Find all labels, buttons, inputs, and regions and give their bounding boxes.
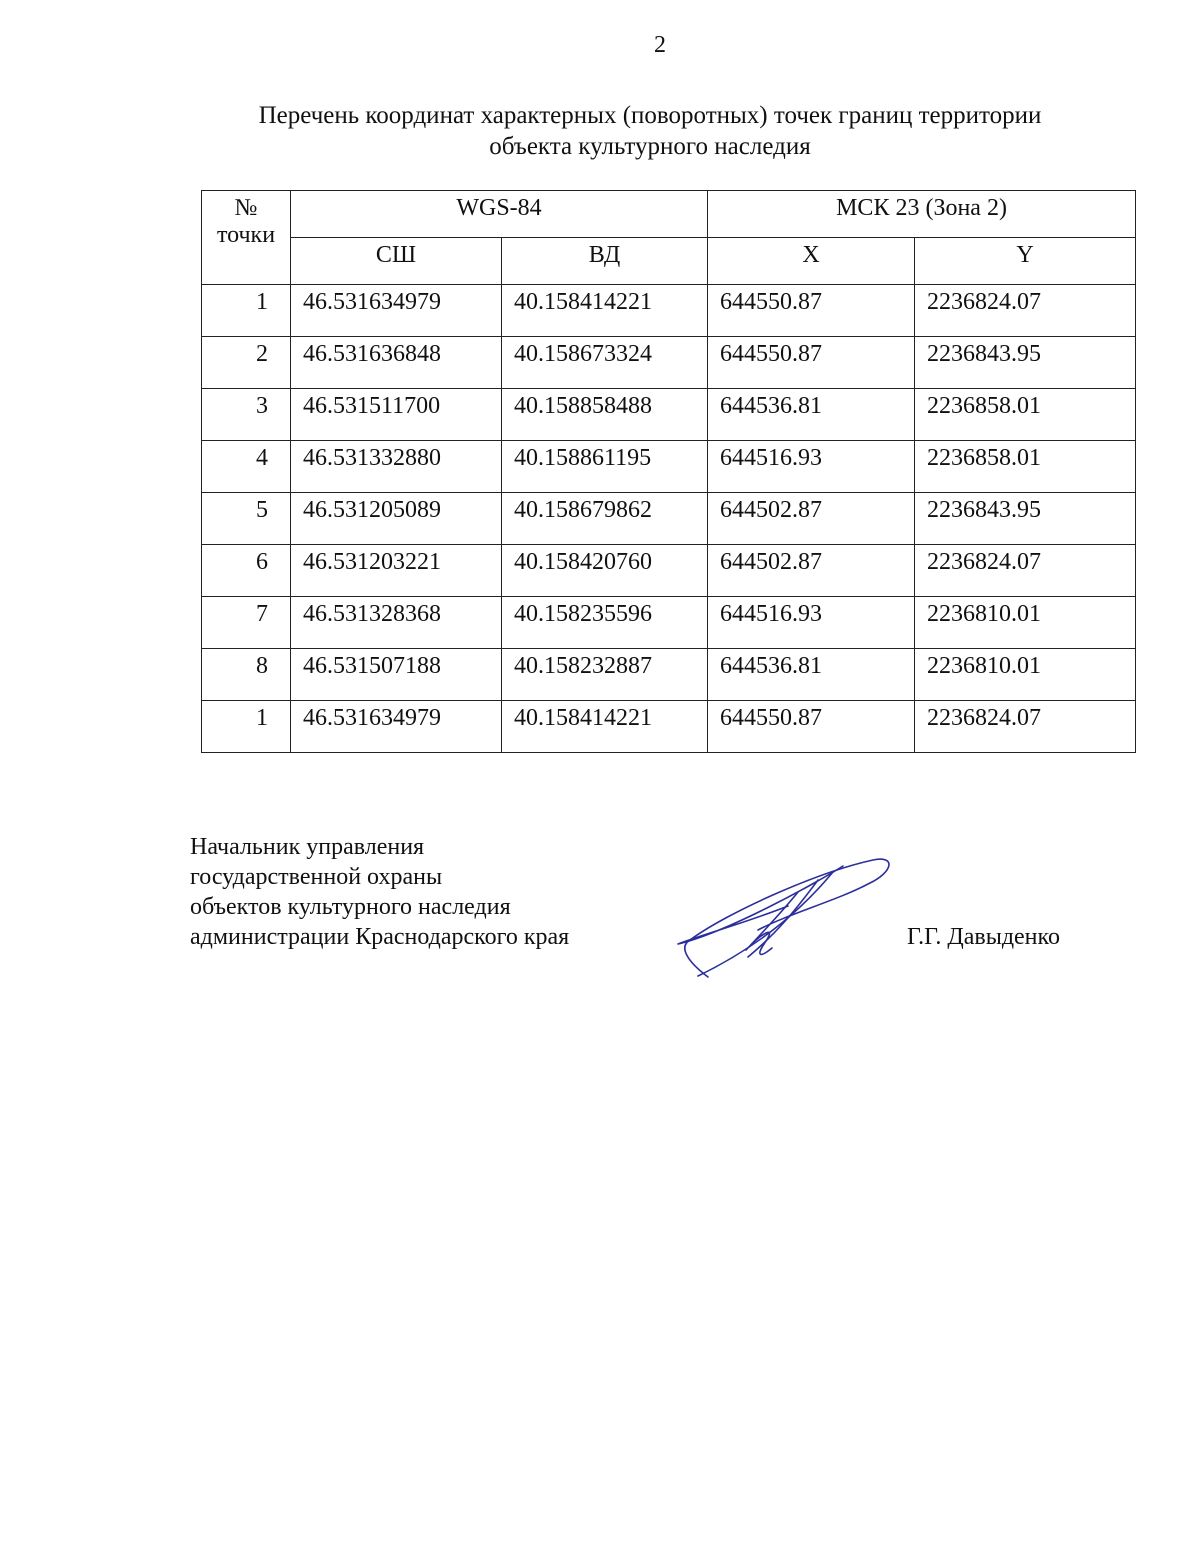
- latitude-cell: 46.531511700: [291, 389, 502, 441]
- header-row-columns: [202, 238, 1136, 285]
- table-row: [202, 649, 1136, 701]
- point-number-cell: 1: [202, 701, 291, 753]
- longitude-cell: 40.158235596: [502, 597, 708, 649]
- handwritten-signature: [668, 852, 898, 982]
- signatory-position-line-2: государственной охраны: [190, 864, 443, 890]
- table-row: [202, 545, 1136, 597]
- x-cell: 644536.81: [708, 389, 915, 441]
- document-title-line-1: Перечень координат характерных (поворотных) точек границ территории: [258, 102, 1042, 129]
- longitude-cell: 40.158673324: [502, 337, 708, 389]
- header-point-number-label: точки: [216, 222, 276, 248]
- header-point-number: [202, 191, 291, 285]
- y-cell: 2236824.07: [915, 285, 1136, 337]
- table-row: [202, 285, 1136, 337]
- header-longitude: ВД: [502, 238, 708, 285]
- signatory-position: [190, 832, 569, 952]
- x-cell: 644502.87: [708, 545, 915, 597]
- point-number-cell: 1: [202, 285, 291, 337]
- latitude-cell: 46.531203221: [291, 545, 502, 597]
- y-cell: 2236824.07: [915, 545, 1136, 597]
- document-title-line-2: объекта культурного наследия: [489, 133, 811, 160]
- point-number-cell: 6: [202, 545, 291, 597]
- point-number-cell: 4: [202, 441, 291, 493]
- header-group-msk23: МСК 23 (Зона 2): [708, 191, 1136, 238]
- point-number-cell: 2: [202, 337, 291, 389]
- x-cell: 644502.87: [708, 493, 915, 545]
- x-cell: 644550.87: [708, 337, 915, 389]
- latitude-cell: 46.531634979: [291, 701, 502, 753]
- x-cell: 644516.93: [708, 597, 915, 649]
- latitude-cell: 46.531507188: [291, 649, 502, 701]
- coordinates-table-body: [202, 285, 1136, 753]
- longitude-cell: 40.158861195: [502, 441, 708, 493]
- y-cell: 2236810.01: [915, 597, 1136, 649]
- point-number-cell: 8: [202, 649, 291, 701]
- x-cell: 644550.87: [708, 701, 915, 753]
- header-y: Y: [915, 238, 1136, 285]
- y-cell: 2236824.07: [915, 701, 1136, 753]
- longitude-cell: 40.158414221: [502, 285, 708, 337]
- latitude-cell: 46.531332880: [291, 441, 502, 493]
- document-title: [160, 100, 1140, 162]
- longitude-cell: 40.158232887: [502, 649, 708, 701]
- table-row: [202, 597, 1136, 649]
- table-row: [202, 441, 1136, 493]
- latitude-cell: 46.531636848: [291, 337, 502, 389]
- header-row-groups: [202, 191, 1136, 238]
- y-cell: 2236810.01: [915, 649, 1136, 701]
- longitude-cell: 40.158679862: [502, 493, 708, 545]
- header-point-number-symbol: №: [234, 195, 258, 221]
- longitude-cell: 40.158420760: [502, 545, 708, 597]
- signatory-position-line-1: Начальник управления: [190, 834, 425, 860]
- x-cell: 644536.81: [708, 649, 915, 701]
- x-cell: 644516.93: [708, 441, 915, 493]
- table-row: [202, 389, 1136, 441]
- signer-name: Г.Г. Давыденко: [907, 924, 1060, 950]
- y-cell: 2236858.01: [915, 389, 1136, 441]
- point-number-cell: 3: [202, 389, 291, 441]
- signatory-position-line-4: администрации Краснодарского края: [190, 924, 570, 950]
- y-cell: 2236858.01: [915, 441, 1136, 493]
- coordinates-table-header: [202, 191, 1136, 285]
- y-cell: 2236843.95: [915, 493, 1136, 545]
- signatory-position-line-3: объектов культурного наследия: [190, 894, 511, 920]
- longitude-cell: 40.158858488: [502, 389, 708, 441]
- latitude-cell: 46.531205089: [291, 493, 502, 545]
- table-row: [202, 701, 1136, 753]
- table-row: [202, 337, 1136, 389]
- header-latitude: СШ: [291, 238, 502, 285]
- latitude-cell: 46.531328368: [291, 597, 502, 649]
- longitude-cell: 40.158414221: [502, 701, 708, 753]
- y-cell: 2236843.95: [915, 337, 1136, 389]
- page-number: 2: [654, 32, 666, 58]
- latitude-cell: 46.531634979: [291, 285, 502, 337]
- header-x: X: [708, 238, 915, 285]
- x-cell: 644550.87: [708, 285, 915, 337]
- point-number-cell: 7: [202, 597, 291, 649]
- header-group-wgs84: WGS-84: [291, 191, 708, 238]
- table-row: [202, 493, 1136, 545]
- coordinates-table: [201, 190, 1136, 753]
- point-number-cell: 5: [202, 493, 291, 545]
